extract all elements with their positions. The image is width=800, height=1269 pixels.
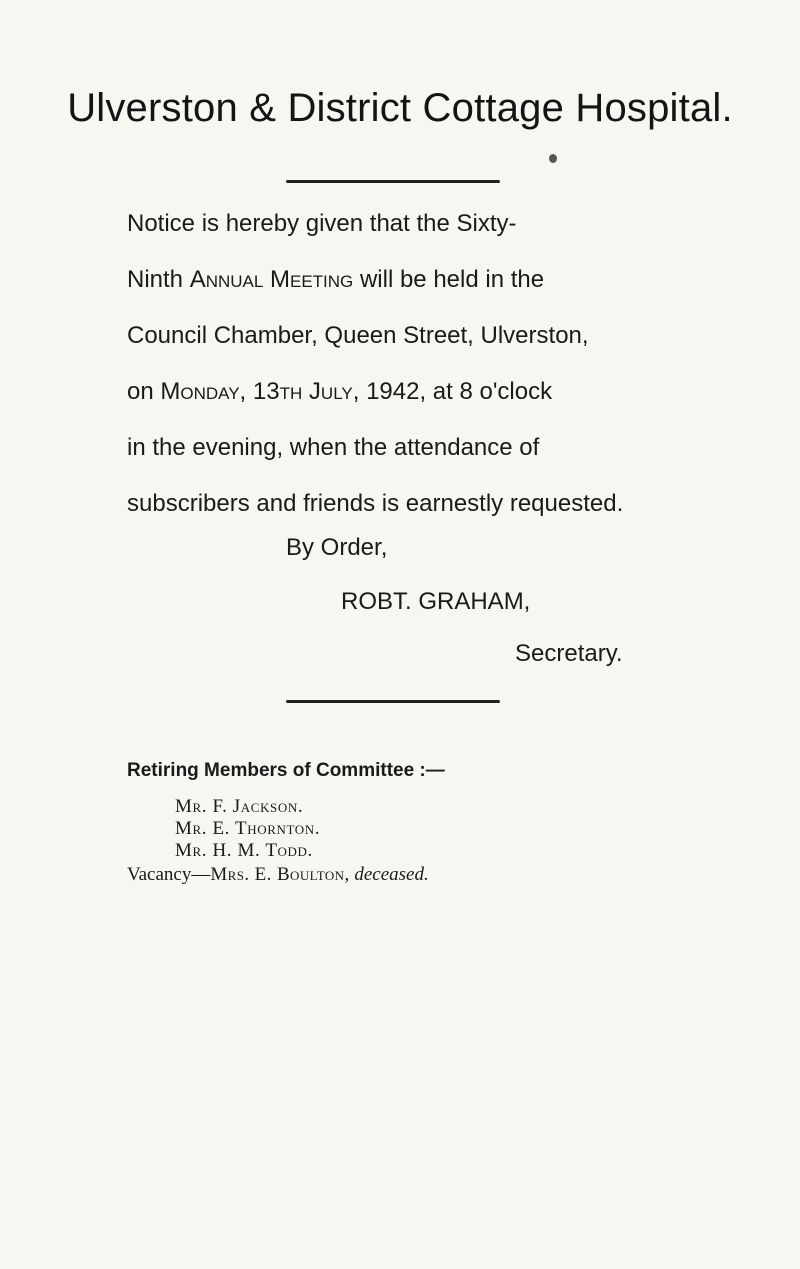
committee-member: Mr. F. Jackson. (175, 796, 304, 817)
by-order-text: By Order, (286, 534, 388, 561)
notice-text: Ninth (127, 266, 184, 293)
annual-meeting-text: Annual Meeting (189, 266, 354, 293)
committee-member: Mr. E. Thornton. (175, 818, 321, 839)
signatory-name: ROBT. GRAHAM, (341, 588, 531, 615)
notice-line-1: Notice is hereby given that the Sixty- (127, 210, 517, 237)
signatory-role: Secretary. (515, 640, 623, 667)
divider-rule-bottom (286, 700, 500, 703)
vacancy-note: deceased. (354, 864, 429, 885)
notice-line-4 (127, 378, 552, 406)
committee-heading: Retiring Members of Committee :— (127, 760, 445, 781)
notice-line-2 (127, 266, 544, 294)
notice-text: will be held in the (359, 266, 545, 293)
notice-line-3: Council Chamber, Queen Street, Ulverston, (127, 322, 589, 349)
document-title: Ulverston & District Cottage Hospital. (67, 86, 733, 130)
vacancy-prefix: Vacancy— (127, 864, 211, 885)
notice-text: on (127, 378, 154, 405)
ink-dot (549, 154, 557, 163)
vacancy-name: Mrs. E. Boulton, (210, 864, 350, 885)
meeting-date-text: Monday, 13th July, (160, 378, 360, 405)
committee-member: Mr. H. M. Todd. (175, 840, 313, 861)
notice-text: 1942, at 8 o'clock (366, 378, 553, 405)
vacancy-line (127, 864, 429, 886)
divider-rule-top (286, 180, 500, 183)
notice-line-6: subscribers and friends is earnestly requested. (127, 490, 624, 517)
notice-line-5: in the evening, when the attendance of (127, 434, 540, 461)
